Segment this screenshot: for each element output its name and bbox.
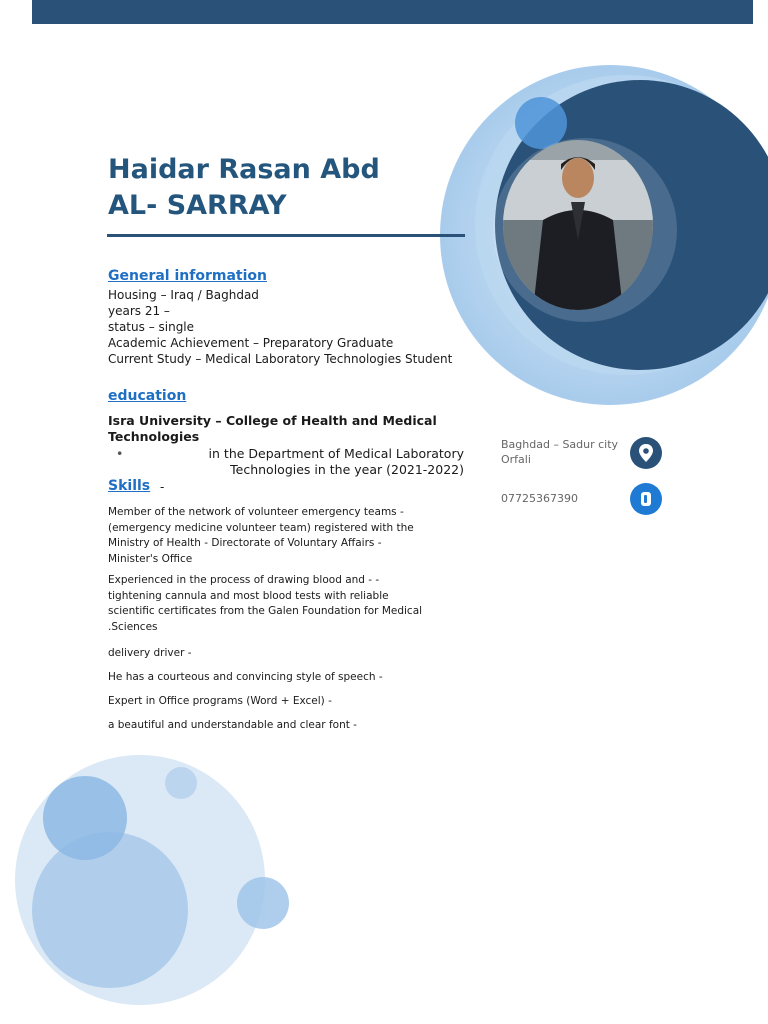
general-info-heading: General information [108,268,267,284]
university-name: Isra University – College of Health and Medical Technologies [108,413,437,444]
general-info-list [108,287,452,367]
phone-icon [630,483,662,515]
name-underline [107,234,465,237]
phone-text: 07725367390 [501,492,578,505]
skill-item: Member of the network of volunteer emergency teams - (emergency medicine volunteer team) registered with the Ministry of Health - Directorate of Voluntary Affairs - Minister's Office [108,506,414,565]
department-text: in the Department of Medical Laboratory Technologies in the year (2021-2022) [208,446,464,477]
skill-item: He has a courteous and convincing style of speech - [108,671,383,683]
general-info-item: Academic Achievement – Preparatory Graduate [108,336,394,350]
general-info-item: Current Study – Medical Laboratory Technologies Student [108,352,453,366]
education-heading: education [108,388,187,404]
skills-heading: Skills [108,478,151,494]
bullet-icon: • [116,446,124,461]
address-text: Baghdad – Sadur city Orfali [501,438,619,466]
skill-item: delivery driver - [108,647,192,659]
candidate-name [108,152,380,224]
general-info-item: Housing – Iraq / Baghdad [108,288,259,302]
skill-item: Experienced in the process of drawing blood and - - tightening cannula and most blood tests with reliable scientific certificates from the Galen Foundation for Medical .Sciences [108,574,423,633]
general-info-item: status – single [108,320,195,334]
location-pin-icon [630,437,662,469]
skills-heading-dash: - [160,480,165,494]
profile-photo [503,140,653,310]
skill-item: Expert in Office programs (Word + Excel) - [108,695,332,707]
name-line-2: AL- SARRAY [108,190,287,221]
department-item [112,446,464,478]
skill-item: a beautiful and understandable and clear font - [108,719,357,731]
name-line-1: Haidar Rasan Abd [108,154,380,185]
general-info-item: years 21 – [108,304,170,318]
